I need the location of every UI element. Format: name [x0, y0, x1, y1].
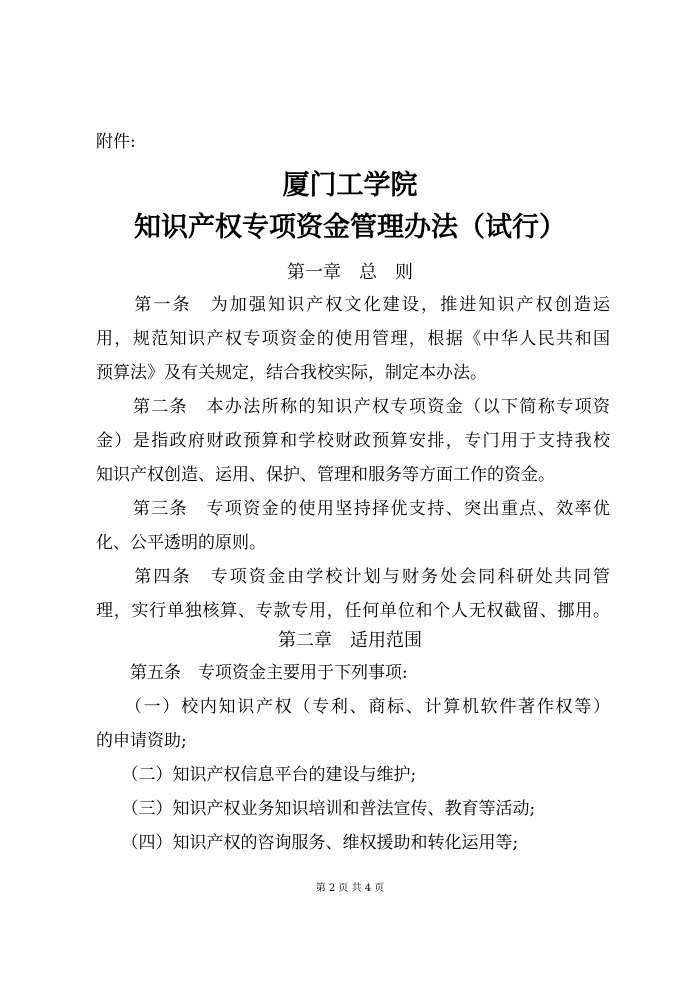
article-5-item-3: （三）知识产权业务知识培训和普法宣传、教育等活动; [96, 799, 536, 819]
title-institution: 厦门工学院 [282, 170, 418, 201]
article-5-item-4: （四）知识产权的咨询服务、维权援助和转化运用等; [96, 833, 519, 853]
chapter-1-heading: 第一章 总 则 [287, 262, 413, 283]
title-regulation: 知识产权专项资金管理办法（试行） [134, 212, 566, 243]
article-4-line-2: 理，实行单独核算、专款专用，任何单位和个人无权截留、挪用。 [96, 601, 610, 621]
article-3-line-1: 第三条 专项资金的使用坚持择优支持、突出重点、效率优 [96, 499, 610, 519]
article-5-item-1-line-2: 的申请资助; [96, 731, 187, 751]
article-2-line-2: 金）是指政府财政预算和学校财政预算安排，专门用于支持我校 [96, 431, 610, 451]
article-1-line-3: 预算法》及有关规定，结合我校实际，制定本办法。 [96, 363, 487, 383]
article-5-item-1-line-1: （一）校内知识产权（专利、商标、计算机软件著作权等） [96, 697, 610, 717]
attachment-label: 附件: [96, 132, 136, 152]
chapter-2-heading: 第二章 适用范围 [278, 630, 422, 651]
article-3-line-2: 化、公平透明的原则。 [96, 533, 266, 553]
article-5-line-1: 第五条 专项资金主要用于下列事项: [96, 663, 408, 683]
article-1-line-1: 第一条 为加强知识产权文化建设，推进知识产权创造运 [96, 295, 610, 315]
article-1-line-2: 用，规范知识产权专项资金的使用管理，根据《中华人民共和国 [96, 329, 610, 349]
article-5-item-2: （二）知识产权信息平台的建设与维护; [96, 765, 417, 785]
article-4-line-1: 第四条 专项资金由学校计划与财务处会同科研处共同管 [96, 567, 610, 587]
article-2-line-1: 第二条 本办法所称的知识产权专项资金（以下简称专项资 [96, 397, 610, 417]
page-number-footer: 第 2 页 共 4 页 [315, 883, 385, 894]
article-2-line-3: 知识产权创造、运用、保护、管理和服务等方面工作的资金。 [96, 465, 555, 485]
